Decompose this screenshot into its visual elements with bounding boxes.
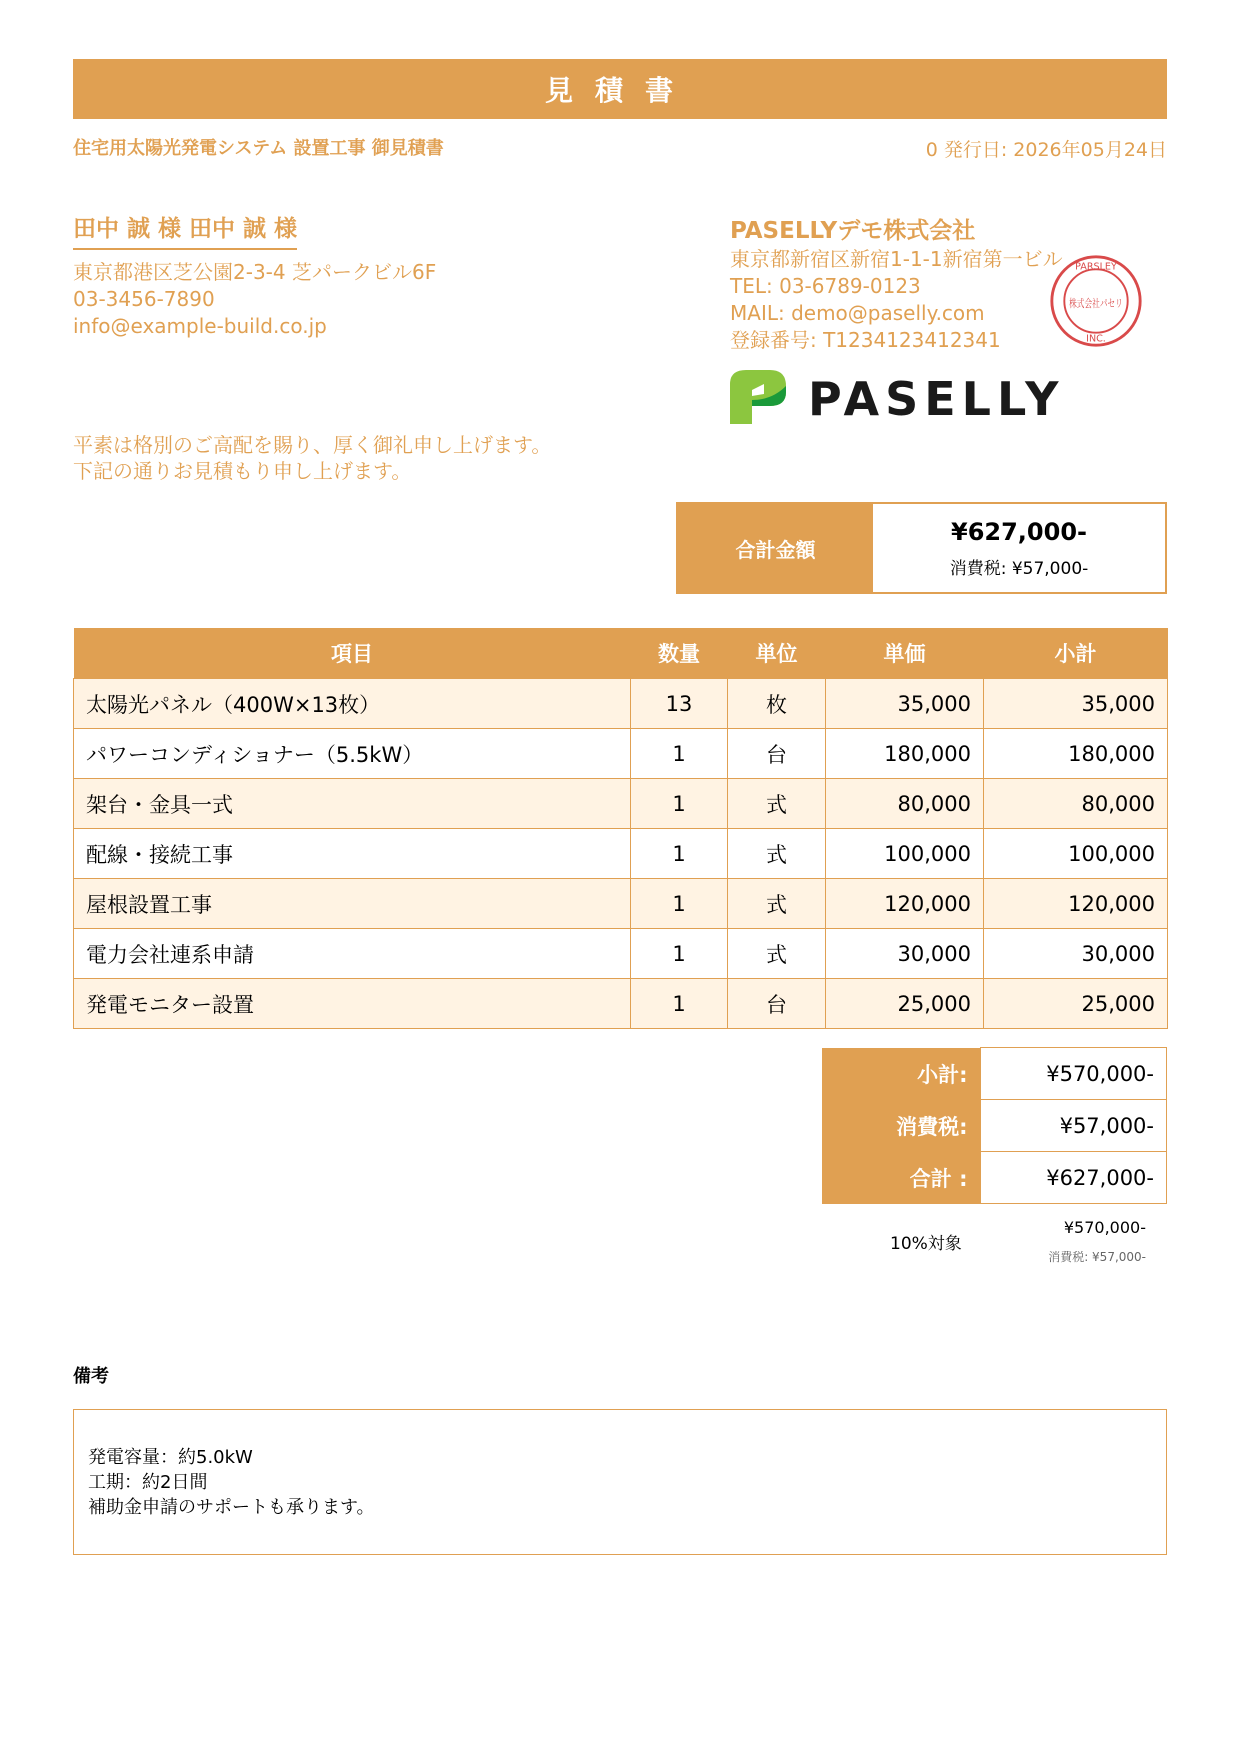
notes-line: 工期：約2日間 [88,1472,208,1493]
client-address: 東京都港区芝公園2-3-4 芝パークビル6F [73,260,437,284]
cell-subtotal: 100,000 [984,829,1168,879]
client-phone: 03-3456-7890 [73,287,215,311]
company-tel: TEL: 03-6789-0123 [730,274,921,298]
cell-subtotal: 120,000 [984,879,1168,929]
stamp-center-text: 株式会社パセリ [1069,297,1143,310]
grand-total-amount: ¥627,000- [951,517,1087,546]
tax-detail-amount: 消費税: ¥57,000- [1048,1250,1146,1264]
cell-subtotal: 30,000 [984,929,1168,979]
summary-tax-value: ¥57,000- [980,1100,1167,1152]
logo-wordmark: PASELLY [808,372,1065,426]
table-row [74,829,1168,879]
header-subtotal: 小計 [984,628,1168,679]
cell-unit: 枚 [728,679,826,729]
client-name: 田中 誠 様 田中 誠 様 [73,210,297,250]
header-quantity: 数量 [631,628,728,679]
cell-quantity: 1 [631,829,728,879]
cell-unit-price: 80,000 [826,779,984,829]
company-mail: MAIL: demo@paselly.com [730,301,985,325]
cell-subtotal: 180,000 [984,729,1168,779]
cell-unit: 式 [728,929,826,979]
header-unit: 単位 [728,628,826,679]
leaf-logo-icon [730,370,786,424]
cell-item-name: 発電モニター設置 [74,979,631,1029]
table-row [74,679,1168,729]
stamp-bottom-text: INC. [1086,333,1106,345]
cell-quantity: 1 [631,779,728,829]
summary-tax-row [822,1100,1167,1152]
header-item: 項目 [74,628,631,679]
cell-unit: 台 [728,979,826,1029]
notes-line: 補助金申請のサポートも承ります。 [88,1497,375,1518]
company-info [730,246,1063,354]
company-seal-stamp-icon [1048,253,1144,349]
company-registration: 登録番号: T1234123412341 [730,328,1001,352]
cell-subtotal: 80,000 [984,779,1168,829]
cell-unit: 台 [728,729,826,779]
cell-unit-price: 25,000 [826,979,984,1029]
cell-unit: 式 [728,779,826,829]
summary-subtotal-value: ¥570,000- [980,1048,1167,1100]
stamp-ring-text: PARSLEY [1075,261,1117,273]
document-subtitle: 住宅用太陽光発電システム 設置工事 御見積書 [73,138,444,159]
grand-total-values [873,504,1165,592]
summary-subtotal-label: 小計: [822,1048,980,1100]
company-address: 東京都新宿区新宿1-1-1新宿第一ビル [730,247,1063,271]
cell-unit: 式 [728,879,826,929]
cell-unit-price: 180,000 [826,729,984,779]
table-row [74,929,1168,979]
company-name: PASELLYデモ株式会社 [730,218,976,244]
header-unit-price: 単価 [826,628,984,679]
cell-item-name: 太陽光パネル（400W×13枚） [74,679,631,729]
tax-base-amount: ¥570,000- [1063,1218,1146,1237]
table-header-row [74,628,1168,679]
cell-quantity: 1 [631,729,728,779]
greeting-line: 下記の通りお見積もり申し上げます。 [73,459,412,483]
client-info [73,259,436,340]
grand-total-box [676,502,1167,594]
summary-subtotal-row [822,1048,1167,1100]
cell-quantity: 1 [631,929,728,979]
table-row [74,979,1168,1029]
cell-unit-price: 35,000 [826,679,984,729]
grand-total-label: 合計金額 [678,504,873,592]
cell-item-name: 屋根設置工事 [74,879,631,929]
cell-quantity: 13 [631,679,728,729]
cell-item-name: 配線・接続工事 [74,829,631,879]
cell-quantity: 1 [631,979,728,1029]
document-title: 見積書 [73,59,1167,119]
grand-total-tax: 消費税: ¥57,000- [949,558,1089,579]
summary-total-row [822,1152,1167,1204]
notes-line: 発電容量：約5.0kW [88,1447,253,1468]
cell-unit-price: 30,000 [826,929,984,979]
cell-subtotal: 35,000 [984,679,1168,729]
line-items-table [73,628,1168,1029]
summary-total-value: ¥627,000- [980,1152,1167,1204]
cell-unit-price: 100,000 [826,829,984,879]
cell-quantity: 1 [631,879,728,929]
notes-box [73,1409,1167,1555]
summary-table [822,1047,1167,1204]
cell-item-name: パワーコンディショナー（5.5kW） [74,729,631,779]
cell-item-name: 架台・金具一式 [74,779,631,829]
issue-date: 0 発行日: 2026年05月24日 [925,139,1167,161]
client-email: info@example-build.co.jp [73,314,327,338]
summary-tax-label: 消費税: [822,1100,980,1152]
cell-subtotal: 25,000 [984,979,1168,1029]
tax-rate-label: 10%対象 [890,1234,962,1254]
table-row [74,729,1168,779]
greeting-text [73,432,551,484]
notes-heading: 備考 [73,1366,109,1387]
table-row [74,879,1168,929]
cell-unit: 式 [728,829,826,879]
table-row [74,779,1168,829]
summary-total-label: 合計 : [822,1152,980,1204]
greeting-line: 平素は格別のご高配を賜り、厚く御礼申し上げます。 [73,433,552,457]
paselly-logo [728,366,1068,428]
cell-item-name: 電力会社連系申請 [74,929,631,979]
cell-unit-price: 120,000 [826,879,984,929]
